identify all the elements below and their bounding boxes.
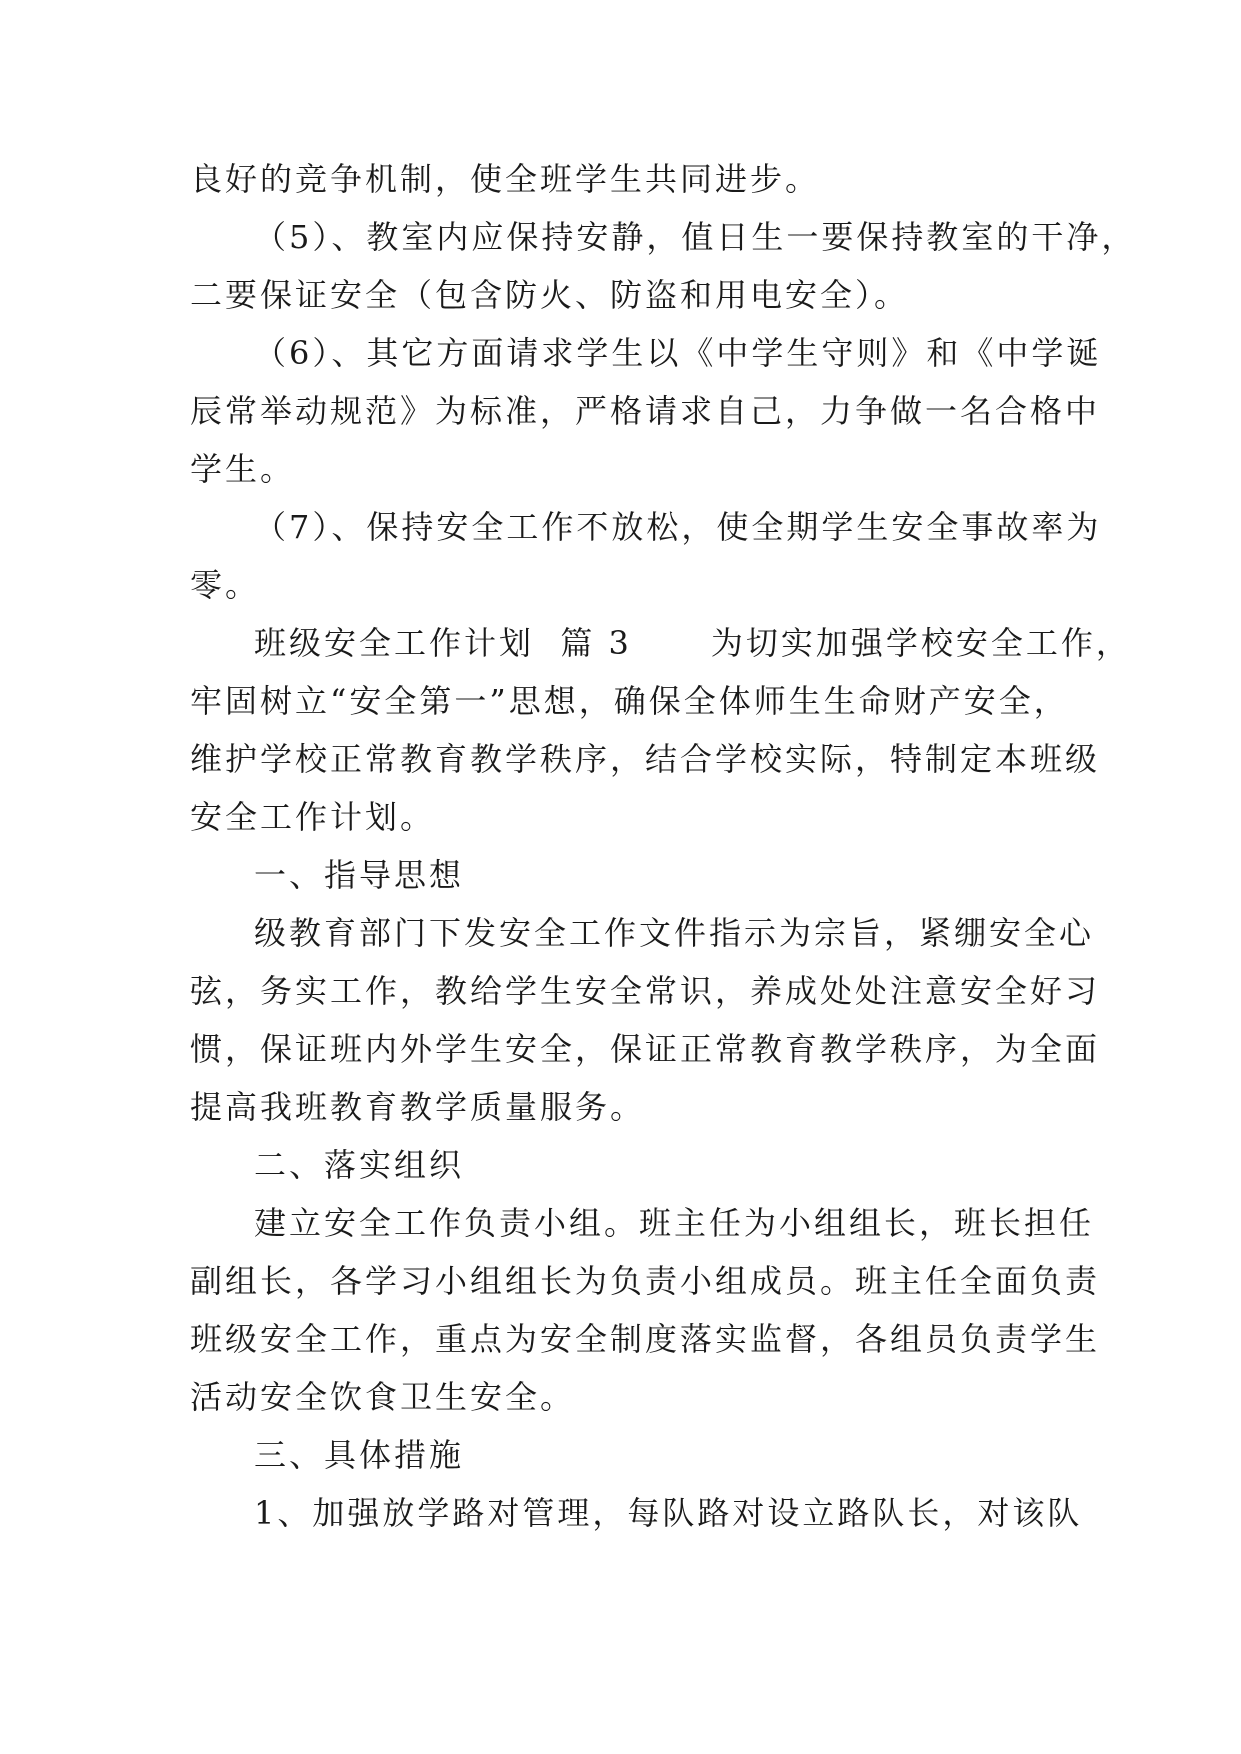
text-line: 1、加强放学路对管理，每队路对设立路队长，对该队 bbox=[254, 1494, 1083, 1532]
section-heading: 二、落实组织 bbox=[254, 1146, 465, 1184]
section-heading: 三、具体措施 bbox=[254, 1436, 465, 1474]
text-line: 学生。 bbox=[190, 450, 296, 488]
text-line: 惯，保证班内外学生安全，保证正常教育教学秩序，为全面 bbox=[190, 1030, 1101, 1068]
text-line: （7）、保持安全工作不放松，使全期学生安全事故率为 bbox=[254, 508, 1102, 546]
text-line: 级教育部门下发安全工作文件指示为宗旨，紧绷安全心 bbox=[254, 914, 1095, 952]
text-line: 二要保证安全（包含防火、防盗和用电安全）。 bbox=[190, 276, 910, 314]
text-line: （6）、其它方面请求学生以《中学生守则》和《中学诞 bbox=[254, 334, 1102, 372]
text-line: 建立安全工作负责小组。班主任为小组组长，班长担任 bbox=[254, 1204, 1095, 1242]
text-line: 弦，务实工作，教给学生安全常识，养成处处注意安全好习 bbox=[190, 972, 1101, 1010]
section-heading: 一、指导思想 bbox=[254, 856, 465, 894]
text-line: 副组长，各学习小组组长为负责小组成员。班主任全面负责 bbox=[190, 1262, 1101, 1300]
text-line: 牢固树立“安全第一”思想，确保全体师生生命财产安全， bbox=[190, 682, 1069, 720]
text-line: 提高我班教育教学质量服务。 bbox=[190, 1088, 646, 1126]
text-line: 安全工作计划。 bbox=[190, 798, 436, 836]
text-line: 零。 bbox=[190, 566, 261, 604]
text-line: 维护学校正常教育教学秩序，结合学校实际，特制定本班级 bbox=[190, 740, 1101, 778]
text-line: 班级安全工作计划 篇 3 为切实加强学校安全工作， bbox=[254, 624, 1131, 662]
text-line: 班级安全工作，重点为安全制度落实监督，各组员负责学生 bbox=[190, 1320, 1101, 1358]
text-line: 良好的竞争机制，使全班学生共同进步。 bbox=[190, 160, 821, 198]
text-line: 辰常举动规范》为标准，严格请求自己，力争做一名合格中 bbox=[190, 392, 1101, 430]
text-line: （5）、教室内应保持安静，值日生一要保持教室的干净， bbox=[254, 218, 1137, 256]
document-body bbox=[190, 150, 1137, 1542]
text-line: 活动安全饮食卫生安全。 bbox=[190, 1378, 576, 1416]
